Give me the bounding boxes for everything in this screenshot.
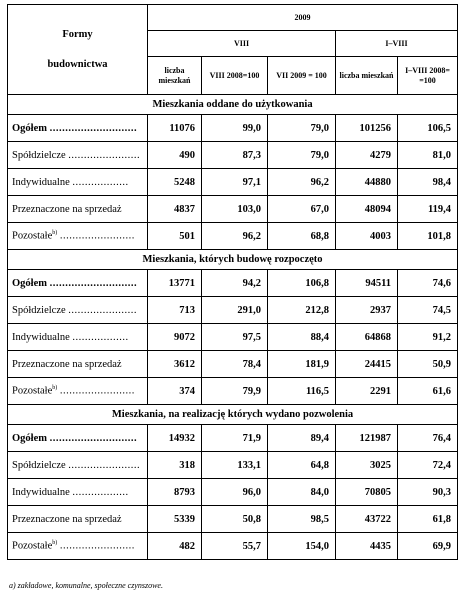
forms-header xyxy=(8,5,148,95)
table-row xyxy=(8,324,458,351)
value-cell: 101,8 xyxy=(398,223,458,250)
value-cell: 96,2 xyxy=(268,169,336,196)
column-header: liczba mieszkań xyxy=(148,57,202,95)
row-label xyxy=(8,142,148,169)
row-label-footnote-mark: b) xyxy=(52,540,58,547)
value-cell: 69,9 xyxy=(398,533,458,560)
table-row xyxy=(8,378,458,405)
value-cell: 97,5 xyxy=(202,324,268,351)
value-cell: 490 xyxy=(148,142,202,169)
row-label-text: Indywidualne xyxy=(12,331,70,343)
value-cell: 64,8 xyxy=(268,452,336,479)
value-cell: 14932 xyxy=(148,425,202,452)
row-label-text: Przeznaczone na sprzedaż xyxy=(12,358,122,370)
row-label-text: Indywidualne xyxy=(12,486,70,498)
table-row xyxy=(8,506,458,533)
value-cell: 501 xyxy=(148,223,202,250)
value-cell: 116,5 xyxy=(268,378,336,405)
table-row xyxy=(8,479,458,506)
value-cell: 61,6 xyxy=(398,378,458,405)
value-cell: 71,9 xyxy=(202,425,268,452)
value-cell: 74,6 xyxy=(398,270,458,297)
forms-header-line2: budownictwa xyxy=(47,58,108,70)
row-label-text: Spółdzielcze xyxy=(12,304,66,316)
row-label xyxy=(8,506,148,533)
value-cell: 374 xyxy=(148,378,202,405)
value-cell: 181,9 xyxy=(268,351,336,378)
value-cell: 3612 xyxy=(148,351,202,378)
value-cell: 96,0 xyxy=(202,479,268,506)
row-label xyxy=(8,270,148,297)
value-cell: 291,0 xyxy=(202,297,268,324)
value-cell: 98,4 xyxy=(398,169,458,196)
row-label-leader-dots: ........................ xyxy=(59,385,135,397)
row-label xyxy=(8,115,148,142)
value-cell: 94,2 xyxy=(202,270,268,297)
row-label-text: Przeznaczone na sprzedaż xyxy=(12,513,122,525)
row-label-text: Pozostałe xyxy=(12,540,53,552)
value-cell: 11076 xyxy=(148,115,202,142)
value-cell: 133,1 xyxy=(202,452,268,479)
value-cell: 72,4 xyxy=(398,452,458,479)
value-cell: 81,0 xyxy=(398,142,458,169)
value-cell: 48094 xyxy=(336,196,398,223)
table-row xyxy=(8,452,458,479)
row-label-leader-dots: ........................ xyxy=(59,540,135,552)
row-label xyxy=(8,196,148,223)
value-cell: 8793 xyxy=(148,479,202,506)
value-cell: 713 xyxy=(148,297,202,324)
row-label xyxy=(8,324,148,351)
row-label xyxy=(8,533,148,560)
value-cell: 76,4 xyxy=(398,425,458,452)
value-cell: 96,2 xyxy=(202,223,268,250)
row-label xyxy=(8,169,148,196)
value-cell: 4435 xyxy=(336,533,398,560)
row-label-text: Spółdzielcze xyxy=(12,149,66,161)
value-cell: 88,4 xyxy=(268,324,336,351)
value-cell: 79,9 xyxy=(202,378,268,405)
column-header: VII 2009 = 100 xyxy=(268,57,336,95)
section-title: Mieszkania, na realizację których wydano pozwolenia xyxy=(8,405,458,425)
value-cell: 318 xyxy=(148,452,202,479)
value-cell: 87,3 xyxy=(202,142,268,169)
value-cell: 5248 xyxy=(148,169,202,196)
table-row xyxy=(8,115,458,142)
value-cell: 4003 xyxy=(336,223,398,250)
table-row xyxy=(8,196,458,223)
value-cell: 121987 xyxy=(336,425,398,452)
value-cell: 50,9 xyxy=(398,351,458,378)
row-label xyxy=(8,351,148,378)
value-cell: 119,4 xyxy=(398,196,458,223)
value-cell: 103,0 xyxy=(202,196,268,223)
row-label-footnote-mark: b) xyxy=(52,385,58,392)
row-label-leader-dots: ........................ xyxy=(59,230,135,242)
value-cell: 78,4 xyxy=(202,351,268,378)
row-label-leader-dots: .................. xyxy=(72,176,129,188)
row-label-leader-dots: ............................ xyxy=(49,122,138,134)
row-label-leader-dots: .................. xyxy=(72,486,129,498)
row-label xyxy=(8,223,148,250)
section-title: Mieszkania oddane do użytkowania xyxy=(8,95,458,115)
row-label xyxy=(8,297,148,324)
value-cell: 2937 xyxy=(336,297,398,324)
value-cell: 64868 xyxy=(336,324,398,351)
row-label-text: Pozostałe xyxy=(12,230,53,242)
table-row xyxy=(8,351,458,378)
value-cell: 24415 xyxy=(336,351,398,378)
value-cell: 67,0 xyxy=(268,196,336,223)
value-cell: 4279 xyxy=(336,142,398,169)
row-label xyxy=(8,452,148,479)
table-row xyxy=(8,169,458,196)
value-cell: 154,0 xyxy=(268,533,336,560)
table-row xyxy=(8,270,458,297)
forms-header-line1: Formy xyxy=(62,28,93,40)
row-label-text: Spółdzielcze xyxy=(12,459,66,471)
column-header: VIII 2008=100 xyxy=(202,57,268,95)
value-cell: 3025 xyxy=(336,452,398,479)
table-row xyxy=(8,223,458,250)
value-cell: 70805 xyxy=(336,479,398,506)
value-cell: 55,7 xyxy=(202,533,268,560)
value-cell: 13771 xyxy=(148,270,202,297)
row-label-text: Indywidualne xyxy=(12,176,70,188)
table-row xyxy=(8,297,458,324)
row-label-text: Przeznaczone na sprzedaż xyxy=(12,203,122,215)
value-cell: 79,0 xyxy=(268,115,336,142)
value-cell: 50,8 xyxy=(202,506,268,533)
table-row xyxy=(8,533,458,560)
value-cell: 106,8 xyxy=(268,270,336,297)
value-cell: 97,1 xyxy=(202,169,268,196)
row-label-leader-dots: ...................... xyxy=(68,304,138,316)
value-cell: 106,5 xyxy=(398,115,458,142)
value-cell: 482 xyxy=(148,533,202,560)
row-label-leader-dots: .................. xyxy=(72,331,129,343)
footnote: a) zakładowe, komunalne, społeczne czynszowe. xyxy=(9,581,163,590)
value-cell: 101256 xyxy=(336,115,398,142)
row-label-leader-dots: ....................... xyxy=(68,459,141,471)
value-cell: 79,0 xyxy=(268,142,336,169)
value-cell: 212,8 xyxy=(268,297,336,324)
row-label-leader-dots: ............................ xyxy=(49,432,138,444)
value-cell: 68,8 xyxy=(268,223,336,250)
row-label-text: Pozostałe xyxy=(12,385,53,397)
period-i-viii-header: I–VIII xyxy=(336,31,458,57)
year-header: 2009 xyxy=(148,5,458,31)
value-cell: 94511 xyxy=(336,270,398,297)
value-cell: 44880 xyxy=(336,169,398,196)
row-label xyxy=(8,378,148,405)
value-cell: 98,5 xyxy=(268,506,336,533)
period-viii-header: VIII xyxy=(148,31,336,57)
row-label-leader-dots: ............................ xyxy=(49,277,138,289)
row-label-text: Ogółem xyxy=(12,432,47,444)
table-row xyxy=(8,142,458,169)
value-cell: 89,4 xyxy=(268,425,336,452)
value-cell: 61,8 xyxy=(398,506,458,533)
row-label-text: Ogółem xyxy=(12,277,47,289)
column-header: liczba mieszkań xyxy=(336,57,398,95)
row-label-leader-dots: ....................... xyxy=(68,149,141,161)
value-cell: 5339 xyxy=(148,506,202,533)
column-header: I–VIII 2008= =100 xyxy=(398,57,458,95)
value-cell: 4837 xyxy=(148,196,202,223)
value-cell: 74,5 xyxy=(398,297,458,324)
row-label-footnote-mark: b) xyxy=(52,230,58,237)
row-label xyxy=(8,425,148,452)
housing-table xyxy=(7,4,458,560)
table-row xyxy=(8,425,458,452)
section-title: Mieszkania, których budowę rozpoczęto xyxy=(8,250,458,270)
value-cell: 43722 xyxy=(336,506,398,533)
row-label-text: Ogółem xyxy=(12,122,47,134)
value-cell: 84,0 xyxy=(268,479,336,506)
value-cell: 2291 xyxy=(336,378,398,405)
value-cell: 90,3 xyxy=(398,479,458,506)
value-cell: 91,2 xyxy=(398,324,458,351)
value-cell: 99,0 xyxy=(202,115,268,142)
value-cell: 9072 xyxy=(148,324,202,351)
row-label xyxy=(8,479,148,506)
